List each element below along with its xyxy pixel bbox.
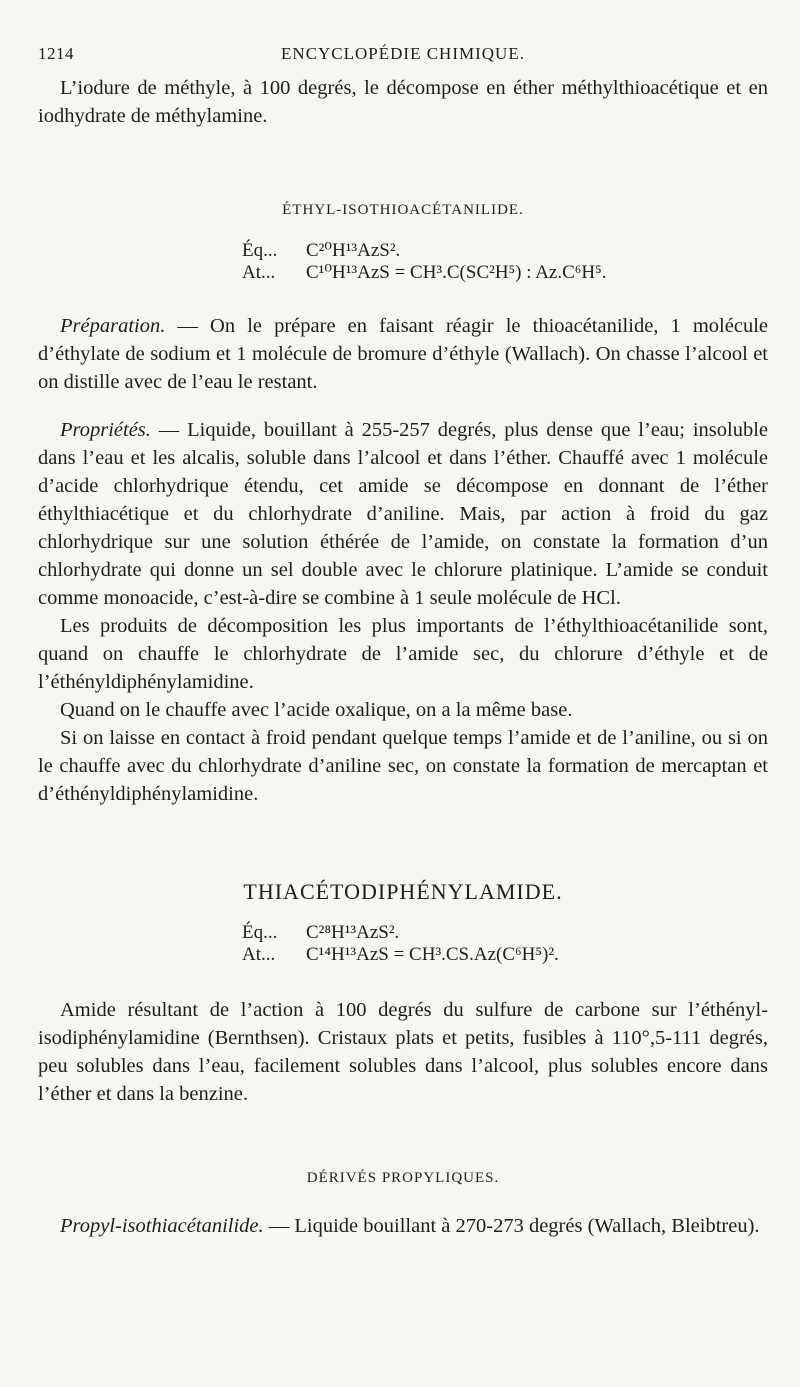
formula-eq-value: C²⁰H¹³AzS². — [306, 240, 401, 261]
properties-paragraph — [38, 416, 768, 612]
formula-at-value: C¹⁴H¹³AzS = CH³.CS.Az(C⁶H⁵)². — [306, 944, 559, 965]
properties-text: — Liquide, bouillant à 255-257 degrés, plus dense que l’eau; insoluble dans l’eau et les alcalis, soluble dans l’alcool et dans l’éther. Chauffé avec 1 molécule d’acide chlorhydrique étendu, cet amide se décompose en donnant de l’éther éthylthiacétique et du chlorhydrate d’aniline. Mais, par action à froid du gaz chlorhydrique sur une solution éthérée de l’amide, on constate la formation d’un chlorhydrate qui donne un sel double avec le chlorure platinique. L’amide se conduit comme monoacide, c’est-à-dire se combine à 1 seule molécule de HCl. — [38, 419, 768, 609]
properties-lead: Propriétés. — [60, 419, 151, 441]
propyl-text: — Liquide bouillant à 270-273 degrés (Wallach, Bleibtreu). — [263, 1215, 760, 1237]
formula-at-1 — [242, 262, 768, 284]
formula-eq-2 — [242, 922, 768, 944]
page-number: 1214 — [38, 44, 74, 63]
section-title-thiacetodiphenylamide: THIACÉTODIPHÉNYLAMIDE. — [243, 879, 563, 904]
formula-at-value: C¹⁰H¹³AzS = CH³.C(SC²H⁵) : Az.C⁶H⁵. — [306, 262, 607, 283]
formula-eq-label: Éq... — [242, 240, 278, 261]
preparation-paragraph — [38, 312, 768, 396]
formula-block-2 — [242, 922, 768, 966]
propyl-paragraph — [38, 1212, 768, 1240]
running-title: ENCYCLOPÉDIE CHIMIQUE. — [281, 44, 525, 63]
formula-eq-label: Éq... — [242, 922, 278, 943]
preparation-text: — On le prépare en faisant réagir le thioacétanilide, 1 molécule d’éthylate de sodium et 1 molécule de bromure d’éthyle (Wallach). On chasse l’alcool et on distille avec de l’eau le restant. — [38, 315, 768, 393]
decomposition-paragraph: Les produits de décomposition les plus importants de l’éthylthioacétanilide sont, quand on chauffe le chlorhydrate de l’amide sec, du chlorure d’éthyle et de l’éthényldiphénylamidine. — [38, 615, 768, 693]
formula-at-label: At... — [242, 944, 276, 965]
formula-eq-1 — [242, 240, 768, 262]
formula-at-label: At... — [242, 262, 276, 283]
section-title-ethyl-isothioacetanilide: ÉTHYL-ISOTHIOACÉTANILIDE. — [282, 202, 524, 218]
page-header — [38, 44, 768, 70]
aniline-paragraph: Si on laisse en contact à froid pendant quelque temps l’amide et de l’aniline, ou si on le chauffe avec du chlorhydrate d’aniline sec, on constate la formation de mercaptan et d’éthényldiphénylamidine. — [38, 727, 768, 805]
propyl-lead: Propyl-isothiacétanilide. — [60, 1215, 264, 1237]
oxalic-paragraph: Quand on le chauffe avec l’acide oxalique, on a la même base. — [60, 699, 573, 721]
formula-eq-value: C²⁸H¹³AzS². — [306, 922, 400, 943]
section-title-derives-propyliques: DÉRIVÉS PROPYLIQUES. — [306, 1170, 500, 1186]
preparation-lead: Préparation. — [60, 315, 166, 337]
intro-paragraph: L’iodure de méthyle, à 100 degrés, le décompose en éther méthylthioacétique et en iodhydrate de méthylamine. — [38, 77, 768, 127]
formula-block-1 — [242, 240, 768, 284]
formula-at-2 — [242, 944, 768, 966]
thiacetodiphenylamide-paragraph: Amide résultant de l’action à 100 degrés du sulfure de carbone sur l’éthényl-isodiphénylamidine (Bernthsen). Cristaux plats et petits, fusibles à 110°,5-111 degrés, peu solubles dans l’eau, facilement solubles dans l’alcool, plus solubles encore dans l’éther et dans la benzine. — [38, 999, 768, 1105]
page-content — [38, 74, 768, 1240]
